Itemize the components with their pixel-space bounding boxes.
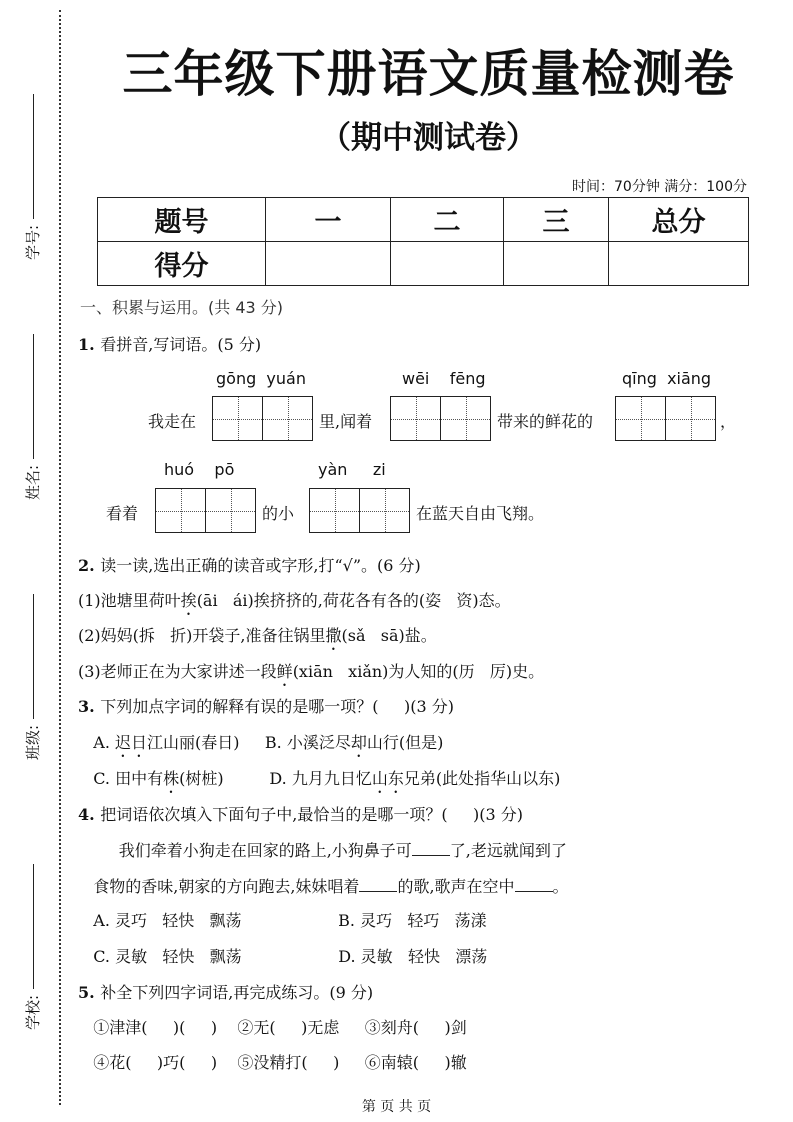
question-line <box>78 694 454 717</box>
text: (树桩) D. 九月九日忆 <box>179 769 372 788</box>
side-field <box>22 94 43 260</box>
question-line <box>78 908 487 931</box>
table-header-cell: 题号 <box>98 198 266 242</box>
question-line <box>78 1050 467 1073</box>
text: 我们牵着小狗走在回家的路上,小狗鼻子可 <box>78 841 412 860</box>
text: 看着 <box>106 504 139 523</box>
table-header-cell: 一 <box>266 198 391 242</box>
text: (sǎ sā)盐。 <box>341 626 437 645</box>
fill-blank[interactable] <box>359 877 397 892</box>
side-field-input-line[interactable] <box>32 594 34 719</box>
dotted-text: 却 <box>350 733 367 752</box>
score-table <box>97 197 749 286</box>
text: 江山丽(春日) B. 小溪泛尽 <box>147 733 351 752</box>
text: 带来的鲜花的 <box>497 412 594 431</box>
text: 。 <box>552 877 569 896</box>
dotted-text: 鲜 <box>276 662 293 681</box>
writing-box[interactable] <box>390 396 491 441</box>
text: 把词语依次填入下面句子中,最恰当的是哪一项？( )(3 分) <box>100 805 524 824</box>
question-line <box>78 874 569 897</box>
pinyin: huó pō <box>164 460 235 479</box>
text: 补全下列四字词语,再完成练习。(9 分) <box>100 983 374 1002</box>
text: 食物的香味,朝家的方向跑去,妹妹唱着 <box>78 877 360 896</box>
dotted-text: 撒 <box>325 626 342 645</box>
question-line <box>78 553 421 576</box>
text: 里,闻着 <box>319 412 373 431</box>
text: ， <box>720 412 737 431</box>
text: 看拼音,写词语。(5 分) <box>100 335 262 354</box>
table-cell: 得分 <box>98 242 266 286</box>
side-field-input-line[interactable] <box>32 334 34 459</box>
question-line <box>78 944 487 967</box>
text: C. 田中有 <box>78 769 164 788</box>
text: (2)妈妈(拆 折)开袋子,准备往锅里 <box>78 626 326 645</box>
text: 山行(但是) <box>366 733 444 752</box>
question-number: 1. <box>78 335 101 354</box>
question-line <box>78 730 443 761</box>
fill-blank[interactable] <box>412 841 450 856</box>
page-footer: 第 页 共 页 <box>361 1099 432 1115</box>
side-field-label: 学号: <box>24 224 42 260</box>
page-title: 三年级下册语文质量检测卷 <box>122 45 735 103</box>
table-row <box>98 242 749 286</box>
text: ①津津( )( ) ②无( )无虑 ③刻舟( )剑 <box>78 1018 467 1037</box>
writing-box[interactable] <box>309 488 410 533</box>
writing-box[interactable] <box>155 488 256 533</box>
pinyin: wēi fēng <box>402 369 486 388</box>
score-field[interactable] <box>266 242 391 286</box>
score-field[interactable] <box>504 242 609 286</box>
side-field <box>22 334 43 500</box>
pinyin: qīng xiāng <box>622 369 712 388</box>
side-field-label: 姓名: <box>24 464 42 500</box>
dotted-text: 迟日 <box>114 733 147 752</box>
text: 在蓝天自由飞翔。 <box>416 504 545 523</box>
question-line <box>78 980 373 1003</box>
question-line <box>78 1015 467 1038</box>
text: 下列加点字词的解释有误的是哪一项？( )(3 分) <box>100 697 454 716</box>
side-field <box>22 594 43 760</box>
text: (xiān xiǎn)为人知的(历 厉)史。 <box>292 662 545 681</box>
writing-box[interactable] <box>212 396 313 441</box>
question-line <box>78 766 560 797</box>
dotted-text: 株 <box>163 769 180 788</box>
question-number: 3. <box>78 697 101 716</box>
exam-info: 时间：70分钟 满分：100分 <box>572 179 747 195</box>
table-header-cell: 二 <box>391 198 504 242</box>
question-number: 4. <box>78 805 101 824</box>
dotted-text: 挨 <box>180 591 197 610</box>
side-field-input-line[interactable] <box>32 94 34 219</box>
text: 的小 <box>262 504 295 523</box>
dotted-text: 山东 <box>371 769 404 788</box>
table-header-cell: 三 <box>504 198 609 242</box>
side-field-label: 班级: <box>24 724 42 760</box>
score-field[interactable] <box>609 242 749 286</box>
writing-box[interactable] <box>615 396 716 441</box>
text: (āi ái)挨挤挤的,荷花各有各的(姿 资)态。 <box>196 591 511 610</box>
text: C. 灵敏 轻快 飘荡 D. 灵敏 轻快 漂荡 <box>78 947 488 966</box>
question-1-title <box>78 332 261 355</box>
page-subtitle: （期中测试卷） <box>320 120 537 156</box>
question-line <box>78 623 437 654</box>
text: 读一读,选出正确的读音或字形,打“√”。(6 分) <box>100 556 421 575</box>
question-number: 2. <box>78 556 101 575</box>
score-field[interactable] <box>391 242 504 286</box>
text: A. 灵巧 轻快 飘荡 B. 灵巧 轻巧 荡漾 <box>78 911 487 930</box>
side-field <box>22 864 43 1030</box>
text: 的歌,歌声在空中 <box>397 877 515 896</box>
side-field-input-line[interactable] <box>32 864 34 989</box>
text: 我走在 <box>148 412 197 431</box>
table-header-cell: 总分 <box>609 198 749 242</box>
question-line <box>78 802 523 825</box>
question-number: 5. <box>78 983 101 1002</box>
fill-blank[interactable] <box>515 877 553 892</box>
binding-dotted-line <box>59 10 61 1105</box>
text: A. <box>78 733 115 752</box>
pinyin: yàn zi <box>318 460 386 479</box>
question-line <box>78 838 567 861</box>
text: (3)老师正在为大家讲述一段 <box>78 662 277 681</box>
text: (1)池塘里荷叶 <box>78 591 181 610</box>
section-heading: 一、积累与运用。(共 43 分) <box>80 298 284 317</box>
side-field-label: 学校: <box>24 994 42 1030</box>
pinyin: gōng yuán <box>216 369 306 388</box>
table-row <box>98 198 749 242</box>
question-line <box>78 659 544 690</box>
question-line <box>78 588 511 619</box>
text: 兄弟(此处指华山以东) <box>403 769 561 788</box>
text: 了,老远就闻到了 <box>449 841 567 860</box>
text: ④花( )巧( ) ⑤没精打( ) ⑥南辕( )辙 <box>78 1053 467 1072</box>
